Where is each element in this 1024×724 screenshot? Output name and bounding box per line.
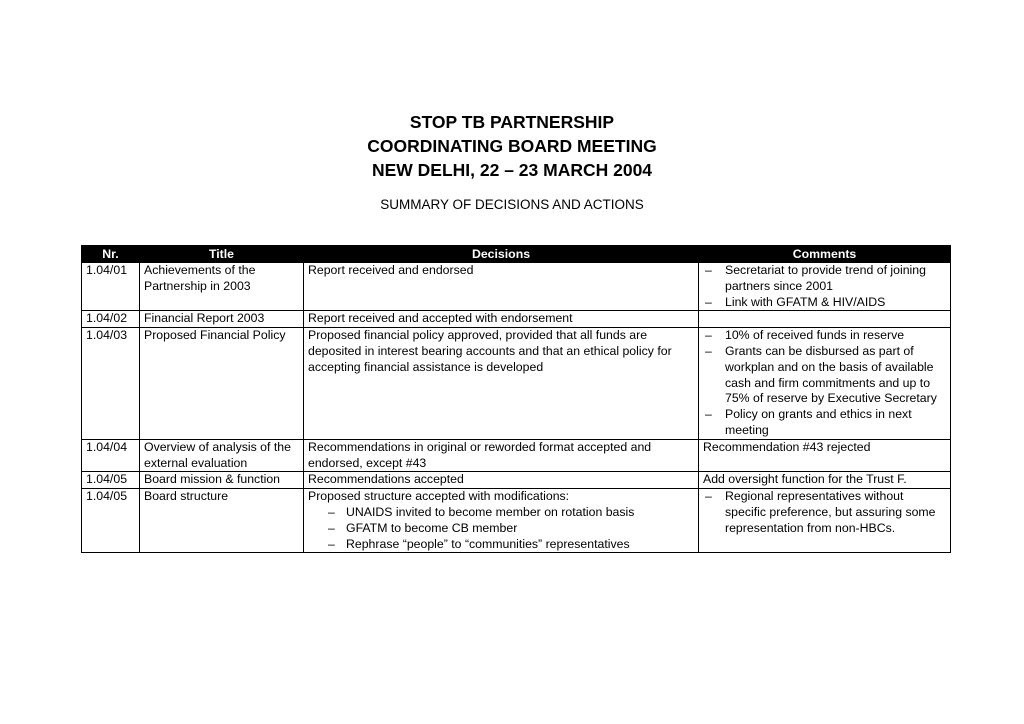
cell-title: Financial Report 2003: [140, 311, 304, 328]
cell-comments: [699, 263, 951, 311]
cell-nr: 1.04/02: [82, 311, 140, 328]
list-item: – GFATM to become CB member: [308, 521, 694, 537]
document-subtitle: SUMMARY OF DECISIONS AND ACTIONS: [380, 197, 644, 212]
cell-decisions: [304, 311, 699, 328]
comment-text: Add oversight function for the Trust F.: [703, 472, 907, 487]
document-title: [0, 110, 1024, 182]
table-row: [82, 439, 951, 472]
decisions-table: [81, 245, 951, 553]
column-header-comments: Comments: [699, 246, 951, 263]
title-line-organization: STOP TB PARTNERSHIP: [409, 112, 615, 132]
table-row: [82, 472, 951, 489]
cell-title: Board structure: [140, 489, 304, 553]
list-item: – Regional representatives without specific preference, but assuring some representation from non-HBCs.: [703, 489, 946, 536]
cell-decisions: [304, 263, 699, 311]
cell-nr: 1.04/05: [82, 472, 140, 489]
cell-title: Achievements of the Partnership in 2003: [140, 263, 304, 311]
cell-title: Overview of analysis of the external evaluation: [140, 439, 304, 472]
cell-nr: 1.04/03: [82, 328, 140, 440]
title-line-location-date: NEW DELHI, 22 – 23 MARCH 2004: [371, 160, 653, 180]
list-item: – UNAIDS invited to become member on rotation basis: [308, 505, 694, 521]
table-row: [82, 311, 951, 328]
table-header-row: [82, 246, 951, 263]
column-header-decisions: Decisions: [304, 246, 699, 263]
list-item: – Rephrase “people” to “communities” representatives: [308, 537, 694, 553]
cell-decisions: [304, 472, 699, 489]
column-header-title: Title: [140, 246, 304, 263]
cell-comments: [699, 489, 951, 553]
list-item: – Policy on grants and ethics in next meeting: [703, 407, 946, 439]
comment-text: Recommendation #43 rejected: [703, 439, 871, 454]
comment-list: [703, 263, 946, 310]
cell-comments: [699, 328, 951, 440]
list-item: – Secretariat to provide trend of joining partners since 2001: [703, 263, 946, 295]
column-header-nr: Nr.: [82, 246, 140, 263]
list-item: – 10% of received funds in reserve: [703, 328, 946, 344]
cell-title: Proposed Financial Policy: [140, 328, 304, 440]
table-row: [82, 489, 951, 553]
decision-list: [308, 505, 694, 552]
cell-title: Board mission & function: [140, 472, 304, 489]
list-item: – Grants can be disbursed as part of workplan and on the basis of available cash and firm commitments and up to 75% of reserve by Executive Secretary: [703, 344, 946, 407]
cell-comments: [699, 472, 951, 489]
cell-nr: 1.04/01: [82, 263, 140, 311]
list-item: – Link with GFATM & HIV/AIDS: [703, 295, 946, 311]
comment-list: [703, 489, 946, 536]
cell-comments: [699, 439, 951, 472]
decision-text: Recommendations in original or reworded format accepted and endorsed, except #43: [308, 439, 652, 470]
table-row: [82, 328, 951, 440]
decision-text: Report received and endorsed: [308, 263, 474, 277]
cell-decisions: [304, 328, 699, 440]
table-row: [82, 263, 951, 311]
decision-text: Report received and accepted with endorsement: [308, 311, 573, 326]
decision-text: Proposed structure accepted with modifications:: [308, 489, 570, 504]
cell-comments: [699, 311, 951, 328]
title-line-meeting: COORDINATING BOARD MEETING: [367, 136, 657, 156]
decision-text: Recommendations accepted: [308, 472, 464, 487]
comment-list: [703, 328, 946, 439]
cell-decisions: [304, 439, 699, 472]
cell-nr: 1.04/05: [82, 489, 140, 553]
cell-nr: 1.04/04: [82, 439, 140, 472]
decision-text: Proposed financial policy approved, provided that all funds are deposited in interest bearing accounts and that an ethical policy for accepting financial assistance is developed: [308, 328, 672, 374]
cell-decisions: [304, 489, 699, 553]
table-body: [82, 263, 951, 553]
